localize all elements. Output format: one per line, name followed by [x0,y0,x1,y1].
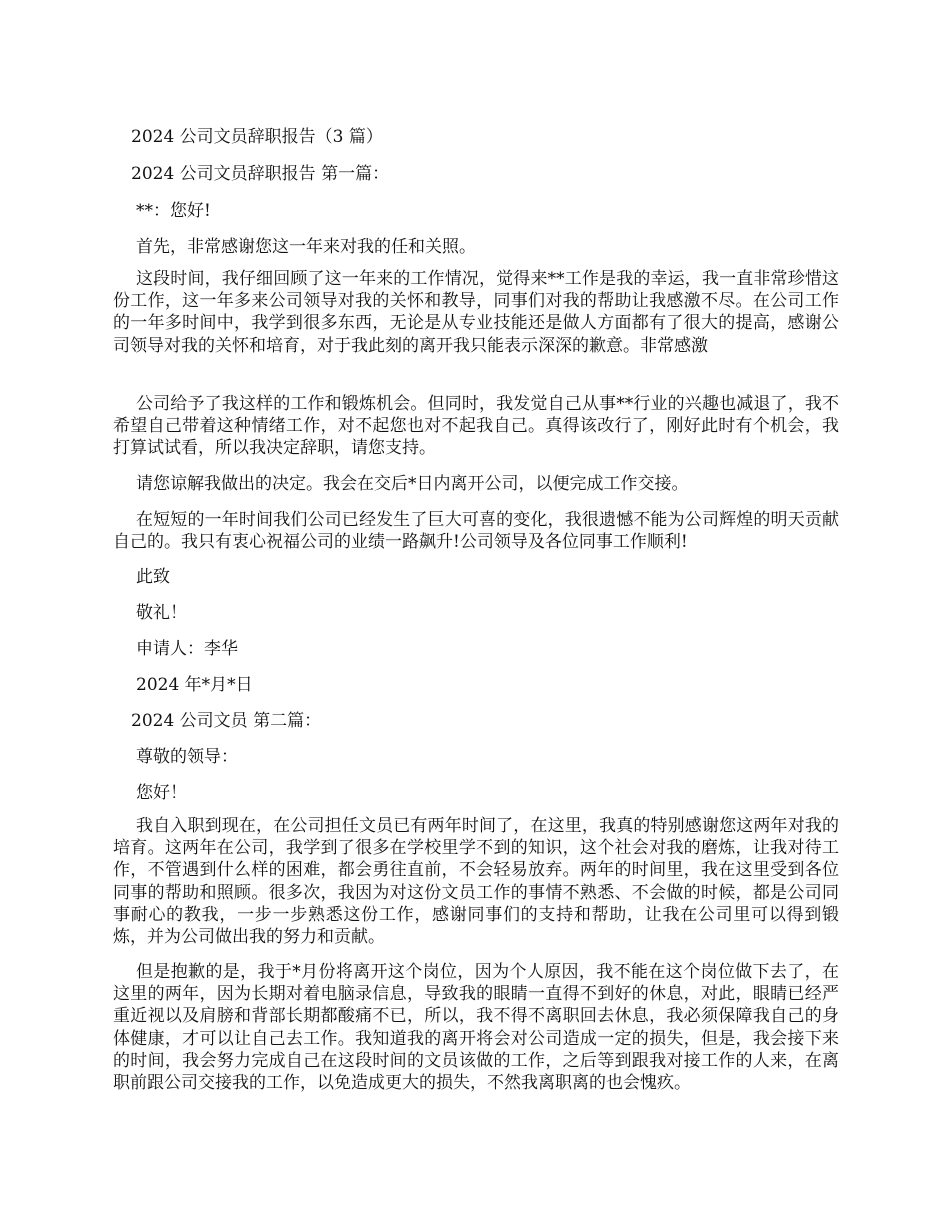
closing-line-1: 此致 [136,567,170,587]
section2-heading: 2024 公司文员 第二篇： [131,711,322,731]
letter-date: 2024 年*月*日 [136,675,253,695]
section1-salutation: **：您好! [136,201,211,221]
section2-paragraph-2: 但是抱歉的是，我于*月份将离开这个岗位，因为个人原因，我不能在这个岗位做下去了，在这里的两年，因为长期对着电脑录信息，导致我的眼睛一直得不到好的休息，对此，眼睛已经严重近视以及肩膀和背部长期都酸痛不已，所以，我不得不离职回去休息，我必须保障我自己的身体健康，才可以让自己去工作。我知道我的离开将会对公司造成一定的损失，但是，我会接下来的时间，我会努力完成自己在这段时间的文员该做的工作，之后等到跟我对接工作的人来，在离职前跟公司交接我的工作，以免造成更大的损失，不然我离职离的也会愧疚。 [113,962,839,1094]
section2-greeting: 您好！ [136,783,187,803]
section1-paragraph-5: 在短短的一年时间我们公司已经发生了巨大可喜的变化，我很遗憾不能为公司辉煌的明天贡献自己的。我只有衷心祝福公司的业绩一路飙升!公司领导及各位同事工作顺利! [113,510,839,553]
closing-line-2: 敬礼！ [136,603,187,623]
section1-paragraph-3: 公司给予了我这样的工作和锻炼机会。但同时，我发觉自己从事**行业的兴趣也减退了，我不希望自己带着这种情绪工作，对不起您也对不起我自己。真得该改行了，刚好此时有个机会，我打算试试看，所以我决定辞职，请您支持。 [113,394,839,459]
section1-paragraph-4: 请您谅解我做出的决定。我会在交后*日内离开公司，以便完成工作交接。 [136,474,689,494]
section2-salutation: 尊敬的领导： [136,747,238,767]
applicant-signature: 申请人：李华 [136,639,238,659]
document-title: 2024 公司文员辞职报告（3 篇） [131,127,383,147]
section2-paragraph-1: 我自入职到现在，在公司担任文员已有两年时间了，在这里，我真的特别感谢您这两年对我的培育。这两年在公司，我学到了很多在学校里学不到的知识，这个社会对我的磨炼，让我对待工作，不管遇到什么样的困难，都会勇往直前，不会轻易放弃。两年的时间里，我在这里受到各位同事的帮助和照顾。很多次，我因为对这份文员工作的事情不熟悉、不会做的时候，都是公司同事耐心的教我，一步一步熟悉这份工作，感谢同事们的支持和帮助，让我在公司里可以得到锻炼，并为公司做出我的努力和贡献。 [113,816,839,948]
section1-paragraph-1: 首先，非常感谢您这一年来对我的任和关照。 [136,237,476,257]
section1-heading: 2024 公司文员辞职报告 第一篇： [131,164,390,184]
section1-paragraph-2: 这段时间，我仔细回顾了这一年来的工作情况，觉得来**工作是我的幸运，我一直非常珍惜这份工作，这一年多来公司领导对我的关怀和教导，同事们对我的帮助让我感激不尽。在公司工作的一年多时间中，我学到很多东西，无论是从专业技能还是做人方面都有了很大的提高，感谢公司领导对我的关怀和培育，对于我此刻的离开我只能表示深深的歉意。非常感激 [113,269,839,356]
